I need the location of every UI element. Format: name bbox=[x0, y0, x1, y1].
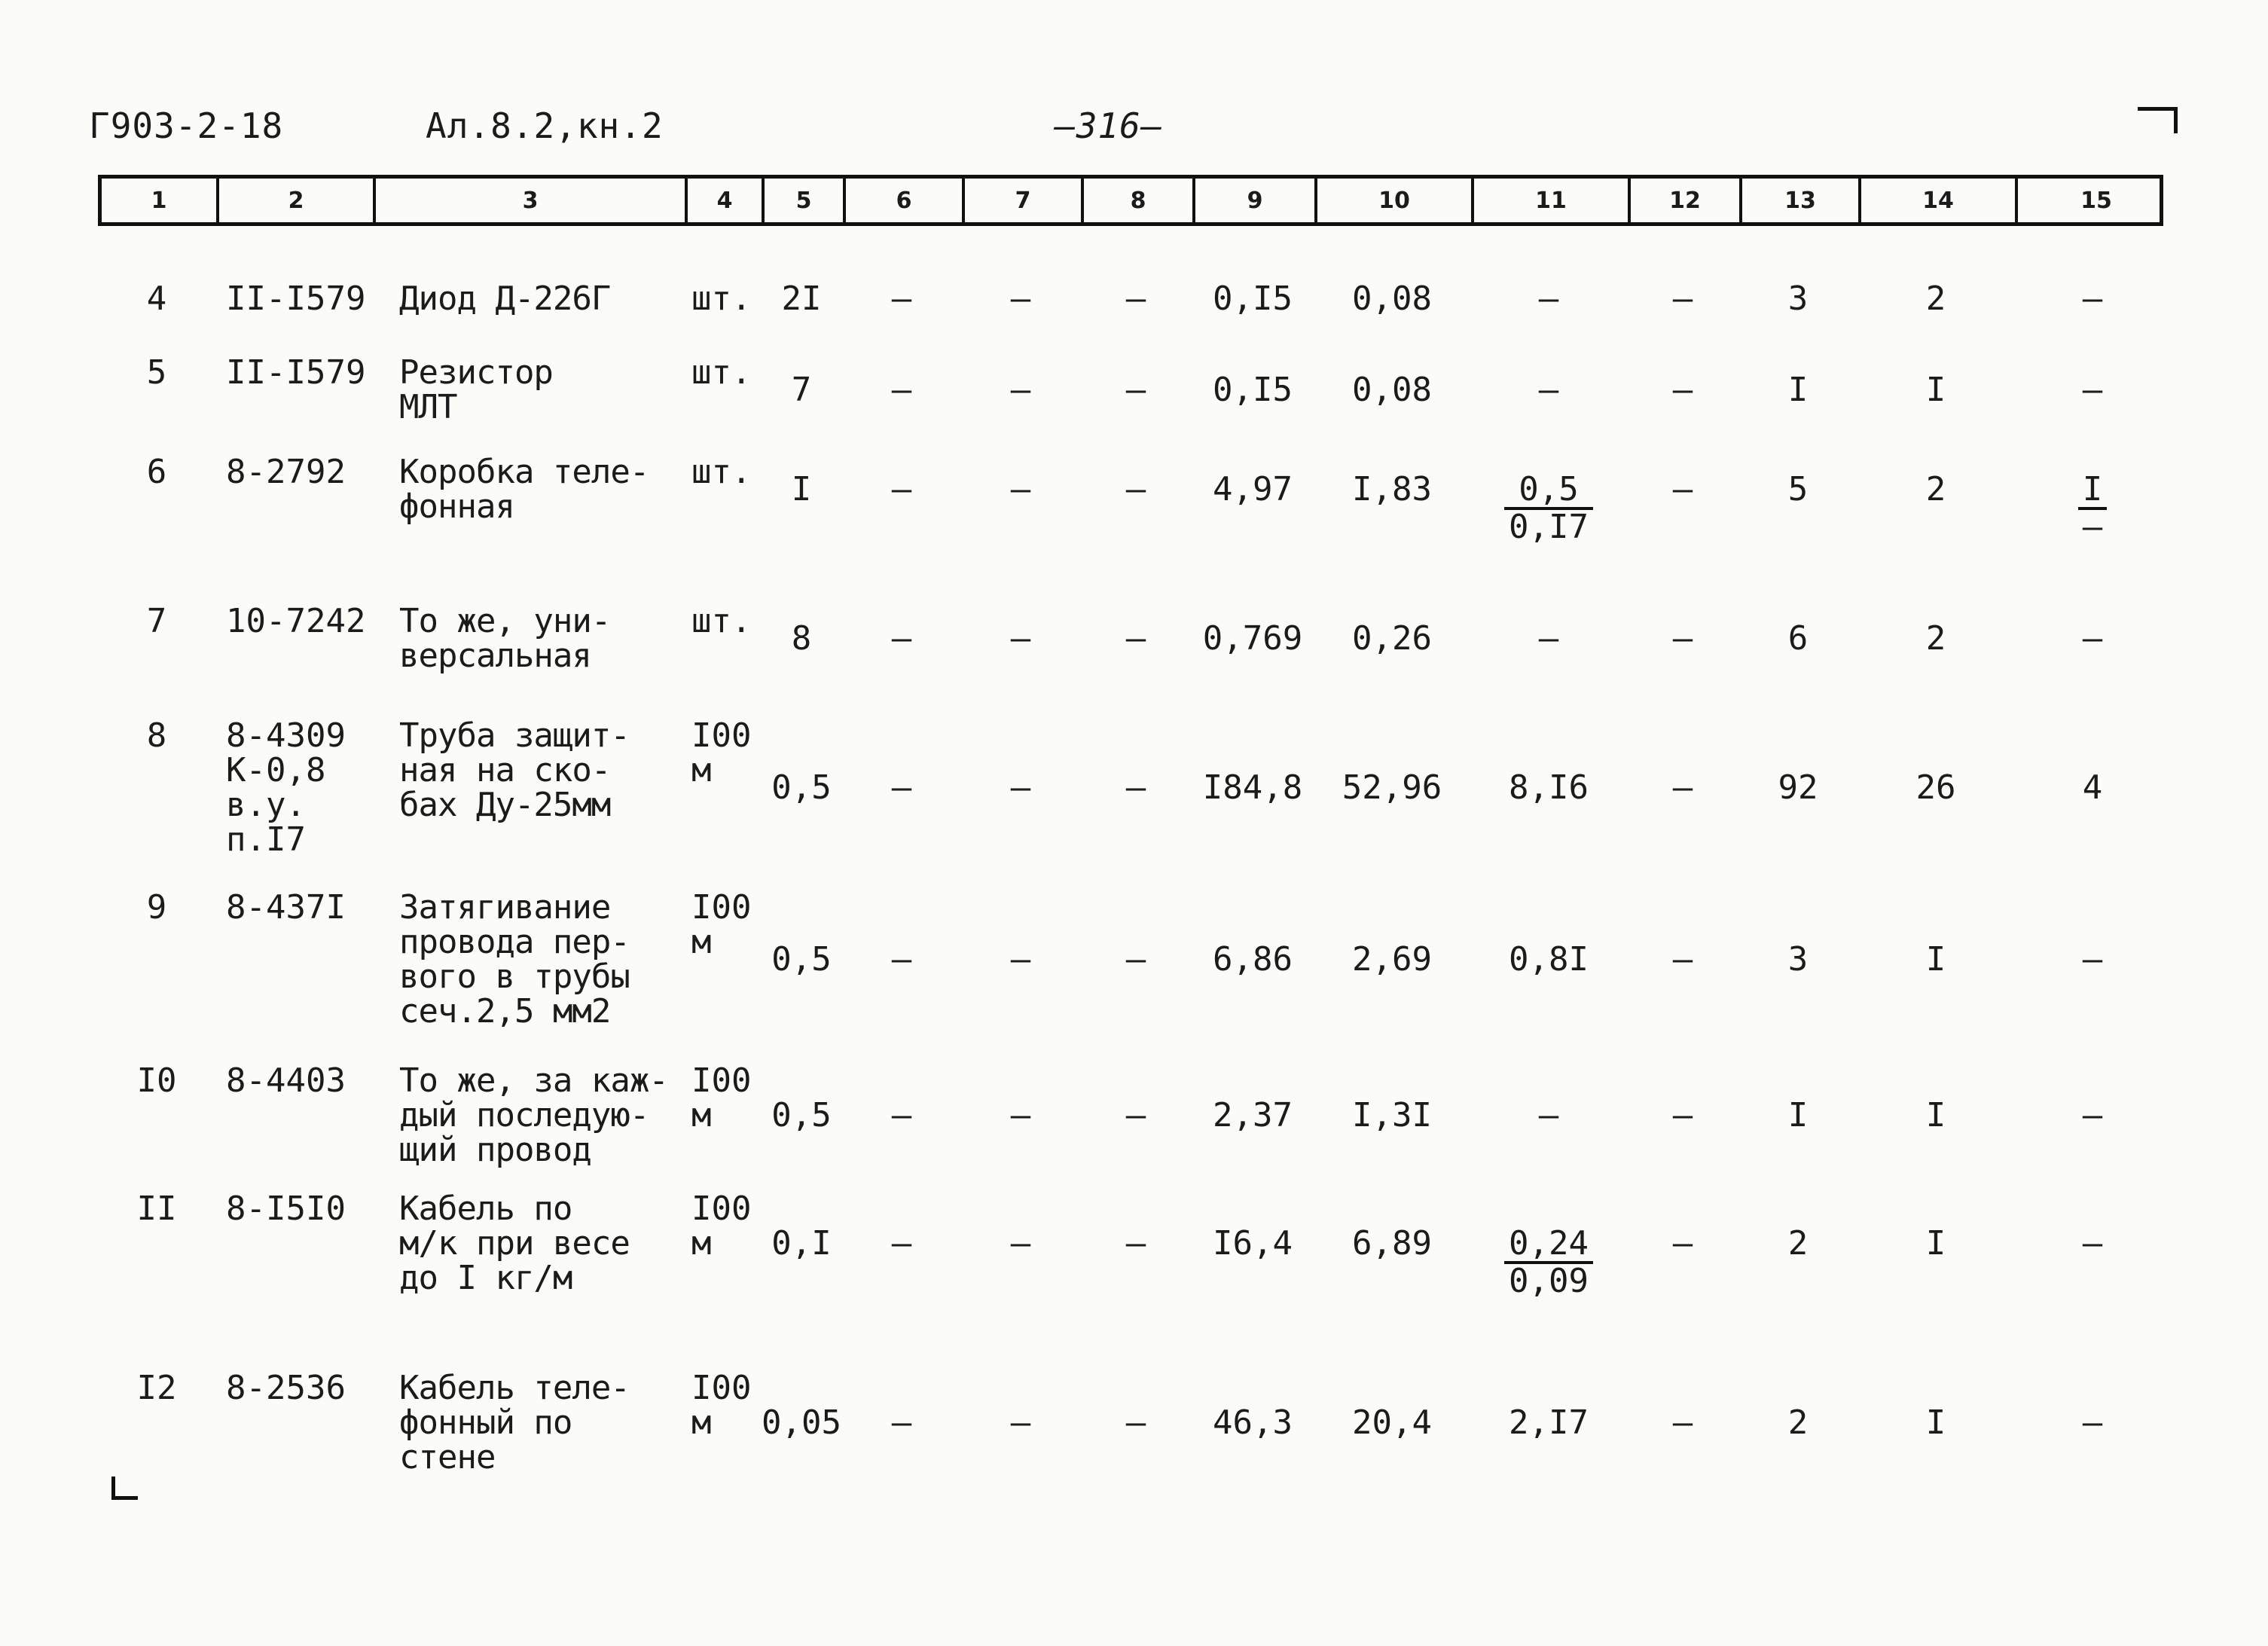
price-code: 8-4403 bbox=[226, 1061, 346, 1100]
column-header-12: 12 bbox=[1631, 179, 1742, 222]
col13-value: I bbox=[1787, 1096, 1809, 1134]
quantity: 8 bbox=[791, 619, 812, 658]
col14-value: I bbox=[1925, 940, 1946, 979]
document-code: Г903-2-18 bbox=[89, 105, 284, 146]
table-row bbox=[98, 1368, 2163, 1475]
work-description: То же, за каж- дый последую- щий провод bbox=[399, 1061, 668, 1169]
col15-value: – bbox=[2082, 940, 2103, 979]
unit: I00 м bbox=[691, 1061, 752, 1134]
col9-value: I6,4 bbox=[1213, 1224, 1293, 1263]
col15-value: – bbox=[2082, 1224, 2103, 1263]
fraction-denominator: 0,I7 bbox=[1509, 508, 1589, 546]
quantity: 0,5 bbox=[771, 1096, 832, 1134]
quantity: 0,05 bbox=[762, 1403, 841, 1442]
column-header-9: 9 bbox=[1195, 179, 1317, 222]
price-code: 8-2536 bbox=[226, 1369, 346, 1407]
col6-value: – bbox=[891, 940, 912, 979]
col8-value: – bbox=[1125, 768, 1146, 807]
col13-value: I bbox=[1787, 371, 1809, 409]
col12-value: – bbox=[1672, 1403, 1693, 1442]
row-number: 4 bbox=[146, 279, 167, 318]
col9-value: 0,I5 bbox=[1213, 279, 1293, 318]
table-row bbox=[98, 1061, 2163, 1168]
column-header-14: 14 bbox=[1861, 179, 2018, 222]
col9-value: 0,I5 bbox=[1213, 371, 1293, 409]
col11-value bbox=[1470, 1189, 1627, 1299]
col8-value: – bbox=[1125, 279, 1146, 318]
col10-value: I,83 bbox=[1352, 470, 1432, 508]
work-description: Кабель по м/к при весе до I кг/м bbox=[399, 1189, 630, 1297]
unit: I00 м bbox=[691, 888, 752, 961]
col14-value: I bbox=[1925, 1224, 1946, 1263]
row-number: 5 bbox=[146, 353, 167, 392]
col12-value: – bbox=[1672, 279, 1693, 318]
column-header-4: 4 bbox=[688, 179, 765, 222]
corner-mark-top-right bbox=[2138, 107, 2178, 133]
col6-value: – bbox=[891, 279, 912, 318]
col6-value: – bbox=[891, 1403, 912, 1442]
column-header-5: 5 bbox=[765, 179, 846, 222]
col9-value: I84,8 bbox=[1202, 768, 1303, 807]
col12-value: – bbox=[1672, 768, 1693, 807]
col14-value: 2 bbox=[1925, 619, 1946, 658]
work-description: Коробка теле- фонная bbox=[399, 453, 649, 526]
col13-value: 5 bbox=[1787, 470, 1809, 508]
col13-value: 92 bbox=[1778, 768, 1818, 807]
fraction-value bbox=[1504, 1226, 1593, 1299]
col7-value: – bbox=[1010, 371, 1031, 409]
quantity: 0,5 bbox=[771, 940, 832, 979]
col10-value: 20,4 bbox=[1352, 1403, 1432, 1442]
col7-value: – bbox=[1010, 768, 1031, 807]
quantity: 0,I bbox=[771, 1224, 832, 1263]
unit: шт. bbox=[691, 353, 752, 392]
price-code: 8-I5I0 bbox=[226, 1189, 346, 1228]
col8-value: – bbox=[1125, 1224, 1146, 1263]
table-row bbox=[98, 601, 2163, 673]
col6-value: – bbox=[891, 768, 912, 807]
work-description: То же, уни- версальная bbox=[399, 602, 611, 675]
col15-value: – bbox=[2082, 1096, 2103, 1134]
col14-value: I bbox=[1925, 1096, 1946, 1134]
col15-value: – bbox=[2082, 279, 2103, 318]
quantity: 2I bbox=[781, 279, 822, 318]
col14-value: I bbox=[1925, 1403, 1946, 1442]
price-code: 8-2792 bbox=[226, 453, 346, 491]
col14-value: 2 bbox=[1925, 279, 1946, 318]
column-header-8: 8 bbox=[1084, 179, 1195, 222]
column-header-row bbox=[98, 175, 2163, 226]
table-row bbox=[98, 279, 2163, 316]
unit: I00 м bbox=[691, 1369, 752, 1442]
row-number: 9 bbox=[146, 888, 167, 927]
col6-value: – bbox=[891, 470, 912, 508]
row-number: 8 bbox=[146, 716, 167, 755]
column-header-6: 6 bbox=[846, 179, 965, 222]
work-description: Кабель теле- фонный по стене bbox=[399, 1369, 630, 1477]
col7-value: – bbox=[1010, 1403, 1031, 1442]
work-description: Резистор МЛТ bbox=[399, 353, 553, 426]
col8-value: – bbox=[1125, 940, 1146, 979]
price-code: 8-4309 К-0,8 в.у. п.I7 bbox=[226, 716, 346, 859]
col7-value: – bbox=[1010, 470, 1031, 508]
column-header-3: 3 bbox=[376, 179, 688, 222]
fraction-value bbox=[2078, 472, 2108, 545]
col8-value: – bbox=[1125, 470, 1146, 508]
price-code: II-I579 bbox=[226, 279, 366, 318]
unit: шт. bbox=[691, 279, 752, 318]
unit: I00 м bbox=[691, 1189, 752, 1263]
quantity: 0,5 bbox=[771, 768, 832, 807]
col15-value: 4 bbox=[2082, 768, 2103, 807]
fraction-value bbox=[1504, 472, 1593, 545]
col13-value: 2 bbox=[1787, 1403, 1809, 1442]
col12-value: – bbox=[1672, 371, 1693, 409]
fraction-numerator: 0,5 bbox=[1504, 472, 1593, 510]
col13-value: 3 bbox=[1787, 279, 1809, 318]
col15-value bbox=[2014, 452, 2171, 545]
price-code: 10-7242 bbox=[226, 602, 366, 640]
fraction-denominator: 0,09 bbox=[1509, 1262, 1589, 1300]
col15-value: – bbox=[2082, 619, 2103, 658]
col8-value: – bbox=[1125, 619, 1146, 658]
column-header-7: 7 bbox=[965, 179, 1084, 222]
col11-value: – bbox=[1538, 1096, 1559, 1134]
col11-value: – bbox=[1538, 371, 1559, 409]
work-description: Труба защит- ная на ско- бах Ду-25мм bbox=[399, 716, 630, 824]
col7-value: – bbox=[1010, 1224, 1031, 1263]
col15-value: – bbox=[2082, 1403, 2103, 1442]
col8-value: – bbox=[1125, 371, 1146, 409]
col13-value: 3 bbox=[1787, 940, 1809, 979]
album-reference: Ал.8.2,кн.2 bbox=[426, 105, 664, 146]
col11-value: – bbox=[1538, 619, 1559, 658]
table-row bbox=[98, 716, 2163, 857]
col13-value: 6 bbox=[1787, 619, 1809, 658]
col7-value: – bbox=[1010, 1096, 1031, 1134]
column-header-10: 10 bbox=[1317, 179, 1474, 222]
page-number: —316— bbox=[1055, 105, 1163, 146]
row-number: I0 bbox=[136, 1061, 177, 1100]
col6-value: – bbox=[891, 1224, 912, 1263]
price-code: II-I579 bbox=[226, 353, 366, 392]
unit: шт. bbox=[691, 602, 752, 640]
col14-value: 26 bbox=[1915, 768, 1956, 807]
row-number: 6 bbox=[146, 453, 167, 491]
col9-value: 2,37 bbox=[1213, 1096, 1293, 1134]
fraction-numerator: I bbox=[2078, 472, 2108, 510]
column-header-15: 15 bbox=[2080, 187, 2112, 214]
col11-value bbox=[1470, 452, 1627, 545]
col11-value: – bbox=[1538, 279, 1559, 318]
col11-value: 8,I6 bbox=[1509, 768, 1589, 807]
work-description: Затягивание провода пер- вого в трубы сеч.2,5 мм2 bbox=[399, 888, 630, 1031]
col12-value: – bbox=[1672, 1224, 1693, 1263]
col10-value: 6,89 bbox=[1352, 1224, 1432, 1263]
unit: I00 м bbox=[691, 716, 752, 789]
column-header-11: 11 bbox=[1474, 179, 1631, 222]
row-number: I2 bbox=[136, 1369, 177, 1407]
col10-value: 52,96 bbox=[1342, 768, 1442, 807]
table-row bbox=[98, 1189, 2163, 1299]
col11-value: 2,I7 bbox=[1509, 1403, 1589, 1442]
work-description: Диод Д-226Г bbox=[399, 279, 611, 318]
table-row bbox=[98, 887, 2163, 1029]
col8-value: – bbox=[1125, 1403, 1146, 1442]
column-header-2: 2 bbox=[219, 179, 376, 222]
col7-value: – bbox=[1010, 279, 1031, 318]
col12-value: – bbox=[1672, 619, 1693, 658]
col9-value: 46,3 bbox=[1213, 1403, 1293, 1442]
col6-value: – bbox=[891, 1096, 912, 1134]
col10-value: 0,26 bbox=[1352, 619, 1432, 658]
col9-value: 0,769 bbox=[1202, 619, 1303, 658]
quantity: I bbox=[791, 470, 812, 508]
fraction-numerator: 0,24 bbox=[1504, 1226, 1593, 1264]
fraction-denominator: – bbox=[2082, 508, 2103, 546]
col14-value: 2 bbox=[1925, 470, 1946, 508]
col9-value: 4,97 bbox=[1213, 470, 1293, 508]
col15-value: – bbox=[2082, 371, 2103, 409]
col6-value: – bbox=[891, 371, 912, 409]
unit: шт. bbox=[691, 453, 752, 491]
col6-value: – bbox=[891, 619, 912, 658]
table-row bbox=[98, 353, 2163, 425]
col10-value: 2,69 bbox=[1352, 940, 1432, 979]
corner-mark-bottom-left bbox=[111, 1477, 138, 1500]
col7-value: – bbox=[1010, 940, 1031, 979]
row-number: II bbox=[136, 1189, 177, 1228]
col7-value: – bbox=[1010, 619, 1031, 658]
column-header-13: 13 bbox=[1742, 179, 1861, 222]
col9-value: 6,86 bbox=[1213, 940, 1293, 979]
quantity: 7 bbox=[791, 371, 812, 409]
col10-value: 0,08 bbox=[1352, 371, 1432, 409]
col10-value: I,3I bbox=[1352, 1096, 1432, 1134]
col11-value: 0,8I bbox=[1509, 940, 1589, 979]
row-number: 7 bbox=[146, 602, 167, 640]
table-row bbox=[98, 452, 2163, 545]
col13-value: 2 bbox=[1787, 1224, 1809, 1263]
col12-value: – bbox=[1672, 470, 1693, 508]
col10-value: 0,08 bbox=[1352, 279, 1432, 318]
col12-value: – bbox=[1672, 1096, 1693, 1134]
price-code: 8-437I bbox=[226, 888, 346, 927]
column-header-1: 1 bbox=[102, 179, 219, 222]
col8-value: – bbox=[1125, 1096, 1146, 1134]
col14-value: I bbox=[1925, 371, 1946, 409]
col12-value: – bbox=[1672, 940, 1693, 979]
